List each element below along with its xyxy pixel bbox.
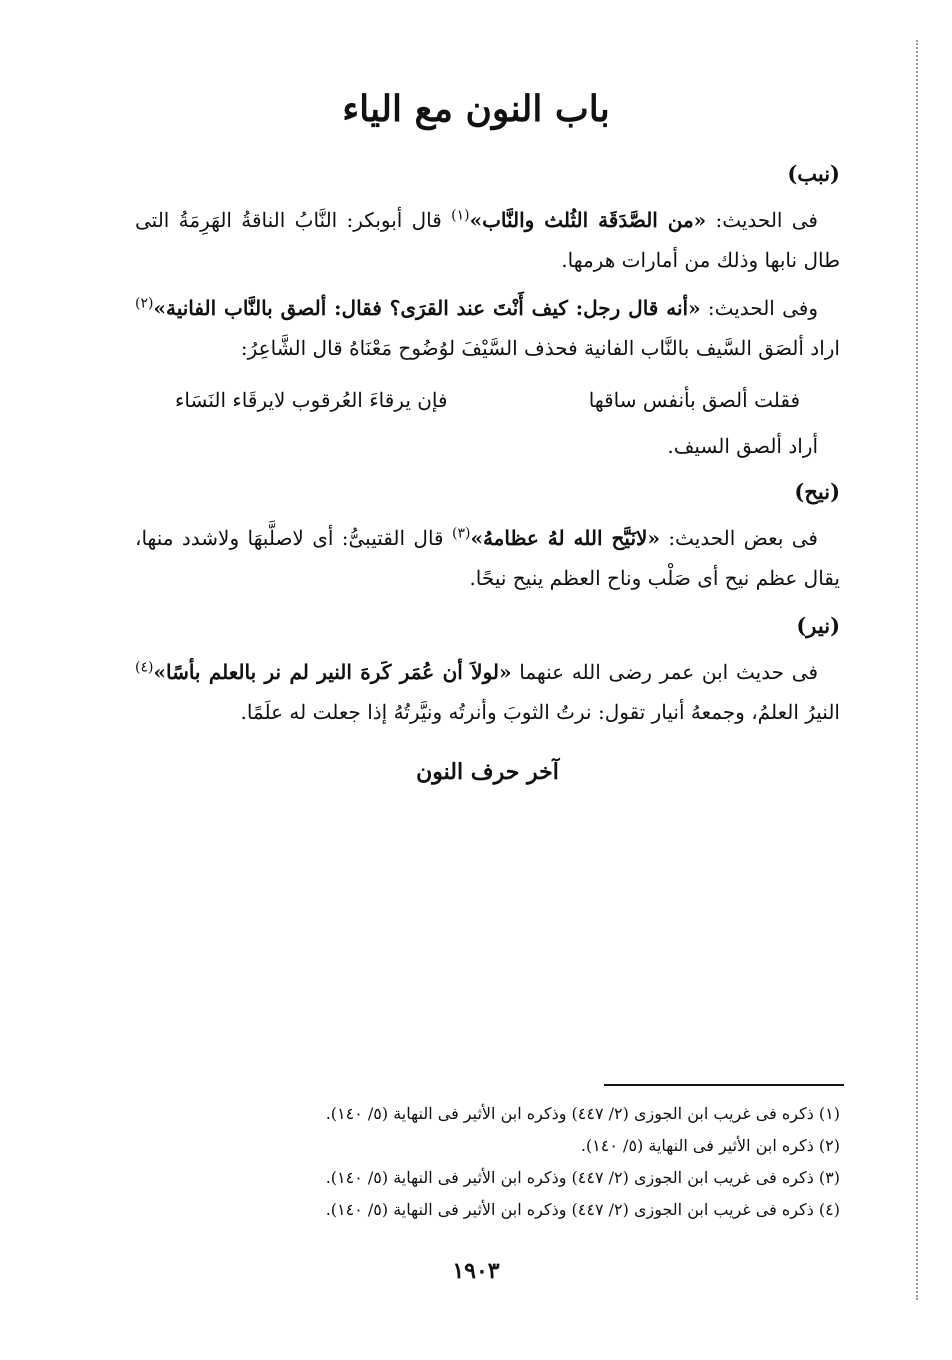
footnote-item: (٢) ذكره ابن الأثير فى النهاية (٥/ ١٤٠). (580, 1136, 840, 1155)
explanation-line: أراد ألصق السيف. (667, 434, 818, 458)
paragraph-prefix: فى بعض الحديث: (659, 526, 818, 550)
footnotes (135, 1098, 840, 1226)
footnote-ref: (٢) (135, 295, 154, 312)
paragraph-prefix: فى حديث ابن عمر رضى الله عنهما (511, 660, 819, 684)
paragraph (135, 288, 840, 368)
paragraph-text: اراد ألصَق السَّيف بالنَّاب الفانية فحذف السَّيْفَ لوُضُوح مَعْنَاهُ قال الشَّاعِرُ: (240, 336, 840, 360)
hadith-quote: «لانَيَّح الله لهُ عظامهُ» (470, 526, 660, 550)
hadith-quote: «أنه قال رجل: كيف أَنْتَ عند القرَى؟ فقال: ألصق بالنَّاب الفانية» (153, 296, 701, 320)
chapter-title: باب النون مع الياء (342, 88, 610, 130)
hadith-quote: «من الصَّدَقَة الثُلث والنَّاب» (469, 208, 707, 232)
page-number: ١٩٠٣ (452, 1258, 500, 1284)
paragraph-prefix: فى الحديث: (706, 208, 818, 232)
binding-edge-dots (916, 40, 918, 1300)
paragraph (135, 200, 840, 280)
footnote-item: (٤) ذكره فى غريب ابن الجوزى (٢/ ٤٤٧) وذكره ابن الأثير فى النهاية (٥/ ١٤٠). (325, 1200, 840, 1219)
hadith-quote: «لولاَ أن عُمَر كَرهَ النير لم نر بالعلم بأسًا» (153, 660, 512, 684)
paragraph-text: قال أبوبكر: النَّابُ الناقةُ الهَرِمَةُ التى طال نابها وذلك من أمارات هرمها. (135, 208, 840, 272)
paragraph-text: النيرُ العلمُ، وجمعهُ أنيار تقول: نرتُ الثوبَ وأنرتُه ونيَّرتُهُ إذا جعلت له علَمًا. (240, 700, 840, 724)
footnote-separator (604, 1084, 844, 1086)
footnote-ref: (٣) (451, 525, 471, 542)
end-of-letter-note: آخر حرف النون (416, 759, 559, 785)
main-text (135, 150, 840, 792)
paragraph (135, 518, 840, 598)
footnote-item: (٣) ذكره فى غريب ابن الجوزى (٢/ ٤٤٧) وذكره ابن الأثير فى النهاية (٥/ ١٤٠). (325, 1168, 840, 1187)
paragraph-text: قال القتيبىُّ: أى لاصلَّبهَا ولاشدد منها، يقال عظم نيح أى صَلْب وناح العظم ينيح نيحًا. (135, 526, 840, 590)
entry-heading-nyr: (نير) (796, 613, 840, 638)
footnote-ref: (١) (451, 207, 470, 224)
poetry-verse (175, 380, 800, 420)
verse-second-hemistich: فإن يرقاءَ العُرقوب لايرقَاء النَسَاء (175, 388, 448, 412)
verse-first-hemistich: فقلت ألصق بأنفس ساقها (588, 388, 800, 412)
paragraph-prefix: وفى الحديث: (700, 296, 818, 320)
entry-heading-nyh: (نيح) (794, 479, 840, 504)
footnote-ref: (٤) (135, 659, 154, 676)
footnote-item: (١) ذكره فى غريب ابن الجوزى (٢/ ٤٤٧) وذكره ابن الأثير فى النهاية (٥/ ١٤٠). (325, 1104, 840, 1123)
paragraph (135, 652, 840, 732)
entry-heading-nbb: (نبب) (787, 161, 840, 186)
